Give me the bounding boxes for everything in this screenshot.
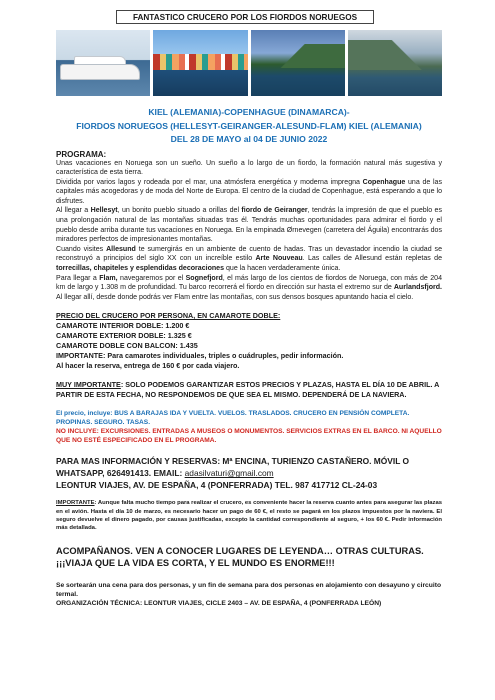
email-link[interactable]: adasilvaturi@gmail.com bbox=[184, 468, 274, 479]
raffle-note: Se sortearán una cena para dos personas, y un fin de semana para dos personas en alojamiento con desayuno y circuito termal. bbox=[56, 581, 442, 598]
agency-address: LEONTUR VIAJES, AV. DE ESPAÑA, 4 (PONFERRADA) TEL. 987 417712 CL-24-03 bbox=[56, 480, 378, 491]
program-paragraph-5: Para llegar a Flam, navegaremos por el Sognefjord, el más largo de los cientos de fiordos de Noruega, con más de 204 km de largo y 1.308 m de profundidad. Tu barco recorrerá el fiordo en dirección sur hasta el extremo sur de Aurlandsfjord. Al llegar allí, desde donde podrás ver Flam entre las montañas, con sus densos bosques apuntando hacia el cielo. bbox=[56, 274, 442, 301]
not-included-list: NO INCLUYE: EXCURSIONES. ENTRADAS A MUSEOS O MONUMENTOS. SERVICIOS EXTRAS EN EL BARCO. NI AQUELLO QUE NO ESTÉ ESPECIFICADO EN EL PROGRAMA. bbox=[56, 428, 442, 445]
program-heading: PROGRAMA: bbox=[56, 149, 107, 159]
tagline-line-2: ¡¡¡VIAJA QUE LA VIDA ES CORTA, Y EL MUNDO ES ENORME!!! bbox=[56, 558, 335, 569]
price-note: IMPORTANTE: Para camarotes individuales, triples o cuádruples, pedir información. bbox=[56, 351, 344, 361]
program-paragraph-1: Unas vacaciones en Noruega son un sueño. Un sueño a lo largo de un fiordo, la formación natural más sugestiva y característica de esta tierra. bbox=[56, 159, 442, 177]
route-block bbox=[56, 106, 442, 147]
photo-banner bbox=[56, 30, 442, 96]
route-dates: DEL 28 DE MAYO al 04 DE JUNIO 2022 bbox=[170, 134, 328, 144]
included-list: El precio, incluye: BUS A BARAJAS IDA Y VUELTA. VUELOS. TRASLADOS. CRUCERO EN PENSIÓN COMPLETA. PROPINAS. SEGURO. TASAS. bbox=[56, 410, 410, 427]
cruise-ship-photo bbox=[56, 30, 150, 96]
route-line-1: KIEL (ALEMANIA)-COPENHAGUE (DINAMARCA)- bbox=[148, 107, 350, 117]
program-paragraph-2: Dividida por varios lagos y rodeada por el mar, una atmósfera energética y moderna impregna Copenhague una de las capitales más acogedoras y de moda del Norte de Europa. El centro de la ciudad de Copenhague, está esperando a que lo disfrutes. bbox=[56, 178, 442, 205]
footer bbox=[56, 581, 442, 609]
technical-organization: ORGANIZACIÓN TÉCNICA: LEONTUR VIAJES, CICLE 2403 – AV. DE ESPAÑA, 4 (PONFERRADA LEÓN) bbox=[56, 600, 382, 608]
price-exterior: CAMAROTE EXTERIOR DOBLE: 1.325 € bbox=[56, 331, 192, 341]
deposit-note: Al hacer la reserva, entrega de 160 € por cada viajero. bbox=[56, 361, 240, 371]
tagline-line-1: ACOMPAÑANOS. VEN A CONOCER LUGARES DE LEYENDA… OTRAS CULTURAS. bbox=[56, 545, 424, 556]
harbor-houses-photo bbox=[153, 30, 247, 96]
very-important-notice: MUY IMPORTANTE: SOLO PODEMOS GARANTIZAR ESTOS PRECIOS Y PLAZAS, HASTA EL DÍA 10 DE ABRIL. A PARTIR DE ESTA FECHA, NO RESPONDEMOS DE QUE SEA EL MISMO. DEPENDERÁ DE LA NAVIERA. bbox=[56, 380, 440, 400]
fine-print: IMPORTANTE: Aunque falta mucho tiempo para realizar el crucero, es conveniente hacer la reserva cuanto antes para asegurar las plazas en el avión. Hasta el día 10 de marzo, es necesario hacer un pago de 60 €, el resto se pagará en los plazos impuestos por la naviera. El seguro devuelve el dinero pagado, por causas justificadas, excepto la cantidad correspondiente al seguro, + los 60 €. Pedir información más detallada. bbox=[56, 500, 442, 531]
flyer bbox=[56, 10, 442, 608]
price-balcony: CAMAROTE DOBLE CON BALCON: 1.435 bbox=[56, 341, 198, 351]
page-title: FANTASTICO CRUCERO POR LOS FIORDOS NORUEGOS bbox=[116, 10, 374, 24]
fjord-photo bbox=[251, 30, 345, 96]
route-line-2: FIORDOS NORUEGOS (HELLESYT-GEIRANGER-ALESUND-FLAM) KIEL (ALEMANIA) bbox=[76, 120, 422, 131]
program-paragraph-4: Cuando visites Allesund te sumergirás en un ambiente de cuento de hadas. Tras un devastador incendio la ciudad se reconstruyó a principios del siglo XX con un increíble estilo Arte Nouveau. Las calles de Allesund están repletas de torrecillas, chapiteles y esplendidas decoraciones que la hacen verdaderamente única. bbox=[56, 245, 442, 273]
contact-block bbox=[56, 455, 442, 491]
price-heading: PRECIO DEL CRUCERO POR PERSONA, EN CAMAROTE DOBLE: bbox=[56, 311, 281, 321]
price-block bbox=[56, 311, 442, 371]
price-interior: CAMAROTE INTERIOR DOBLE: 1.200 € bbox=[56, 321, 190, 331]
program-paragraph-3: Al llegar a Hellesyt, un bonito pueblo situado a orillas del fiordo de Geiranger, tendrás la impresión de que el pueblo es una prolongación natural de las montañas situadas tras él. Tendrás muchas oportunidades para admirar el fiordo y el pueblo desde arriba durante tus vacaciones en Noruega. En la empinada Ørnevegen (carretera del Águila) encontrarás dos miradores perfectos de impresionantes montañas. bbox=[56, 207, 443, 244]
contact-line: PARA MAS INFORMACIÓN Y RESERVAS: Mª ENCINA, TURIENZO CASTAÑERO. MÓVIL O WHATSAPP, 626491413. EMAIL: adasilvaturi@gmail.com bbox=[56, 456, 410, 479]
fjord-valley-photo bbox=[348, 30, 442, 96]
tagline bbox=[56, 545, 442, 570]
